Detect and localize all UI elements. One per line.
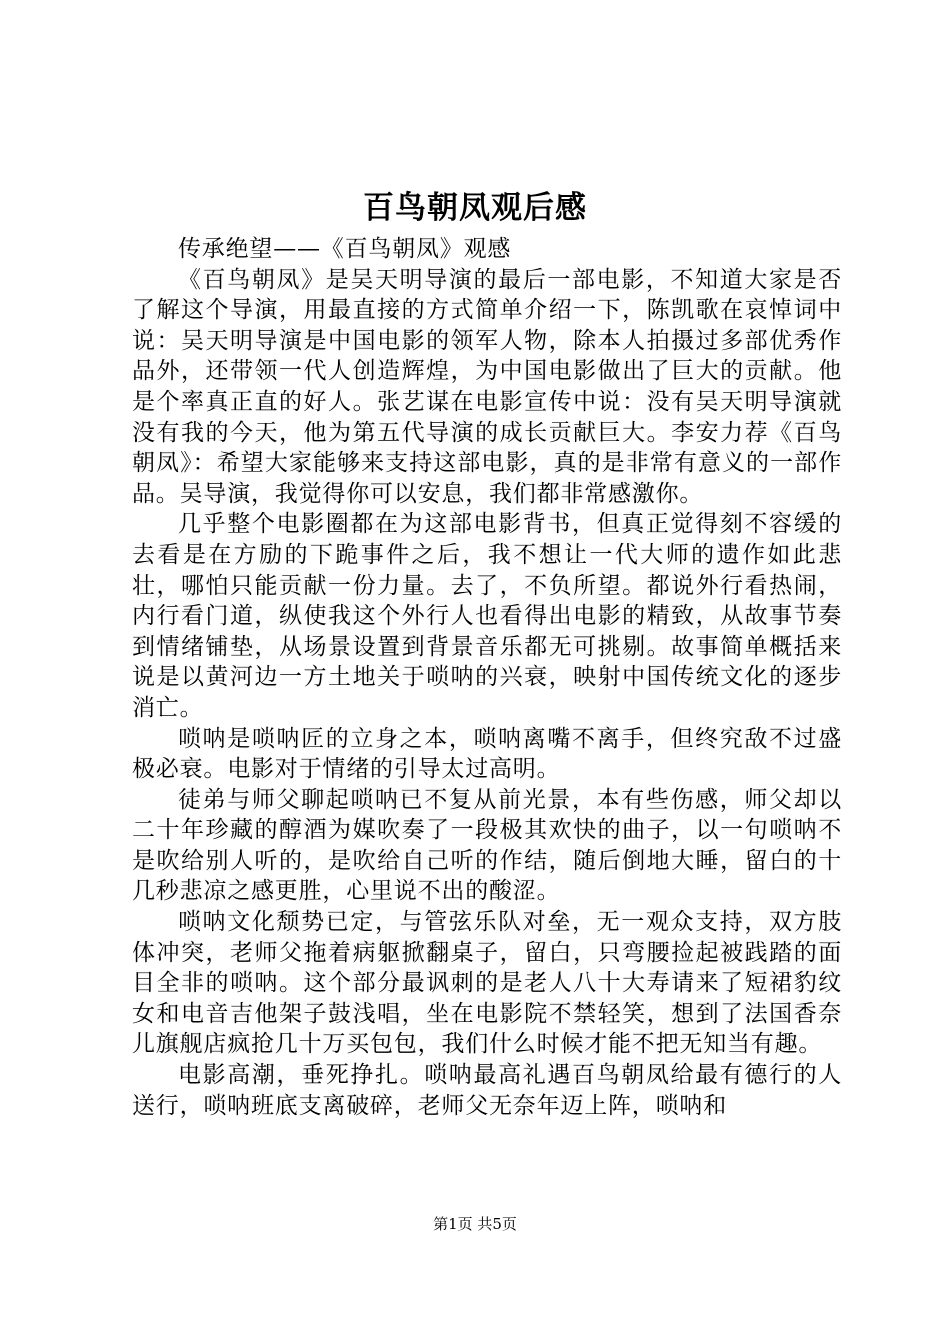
- page-footer: 第1页 共5页: [433, 1215, 517, 1233]
- paragraph: 几乎整个电影圈都在为这部电影背书，但真正觉得刻不容缓的去看是在方励的下跪事件之后，我不想让一代大师的遗作如此悲壮，哪怕只能贡献一份力量。去了，不负所望。都说外行看热闹，内行看门道，纵使我这个外行人也看得出电影的精致，从故事节奏到情绪铺垫，从场景设置到背景音乐都无可挑剔。故事简单概括来说是以黄河边一方土地关于唢呐的兴衰，映射中国传统文化的逐步消亡。: [132, 511, 842, 721]
- paragraph: 徒弟与师父聊起唢呐已不复从前光景，本有些伤感，师父却以二十年珍藏的醇酒为媒吹奏了一段极其欢快的曲子，以一句唢呐不是吹给别人听的，是吹给自己听的作结，随后倒地大睡，留白的十几秒悲凉之感更胜，心里说不出的酸涩。: [132, 786, 842, 905]
- paragraph: 电影高潮，垂死挣扎。唢呐最高礼遇百鸟朝凤给最有德行的人送行，唢呐班底支离破碎，老师父无奈年迈上阵，唢呐和: [132, 1062, 842, 1119]
- paragraph: 唢呐文化颓势已定，与管弦乐队对垒，无一观众支持，双方肢体冲突，老师父拖着病躯掀翻桌子，留白，只弯腰捡起被践踏的面目全非的唢呐。这个部分最讽刺的是老人八十大寿请来了短裙豹纹女和电音吉他架子鼓浅唱，坐在电影院不禁轻笑，想到了法国香奈儿旗舰店疯抢几十万买包包，我们什么时候才能不把无知当有趣。: [132, 909, 842, 1058]
- document-subtitle: 传承绝望——《百鸟朝凤》观感: [178, 236, 512, 262]
- paragraph: 《百鸟朝凤》是吴天明导演的最后一部电影，不知道大家是否了解这个导演，用最直接的方式简单介绍一下，陈凯歌在哀悼词中说：吴天明导演是中国电影的领军人物，除本人拍摄过多部优秀作品外，还带领一代人创造辉煌，为中国电影做出了巨大的贡献。他是个率真正直的好人。张艺谋在电影宣传中说：没有吴天明导演就没有我的今天，他为第五代导演的成长贡献巨大。李安力荐《百鸟朝凤》：希望大家能够来支持这部电影，真的是非常有意义的一部作品。吴导演，我觉得你可以安息，我们都非常感激你。: [132, 266, 842, 507]
- document-title: 百鸟朝凤观后感: [363, 190, 587, 226]
- document-body: [132, 234, 842, 1121]
- paragraph: 唢呐是唢呐匠的立身之本，唢呐离嘴不离手，但终究敌不过盛极必衰。电影对于情绪的引导太过高明。: [132, 725, 842, 783]
